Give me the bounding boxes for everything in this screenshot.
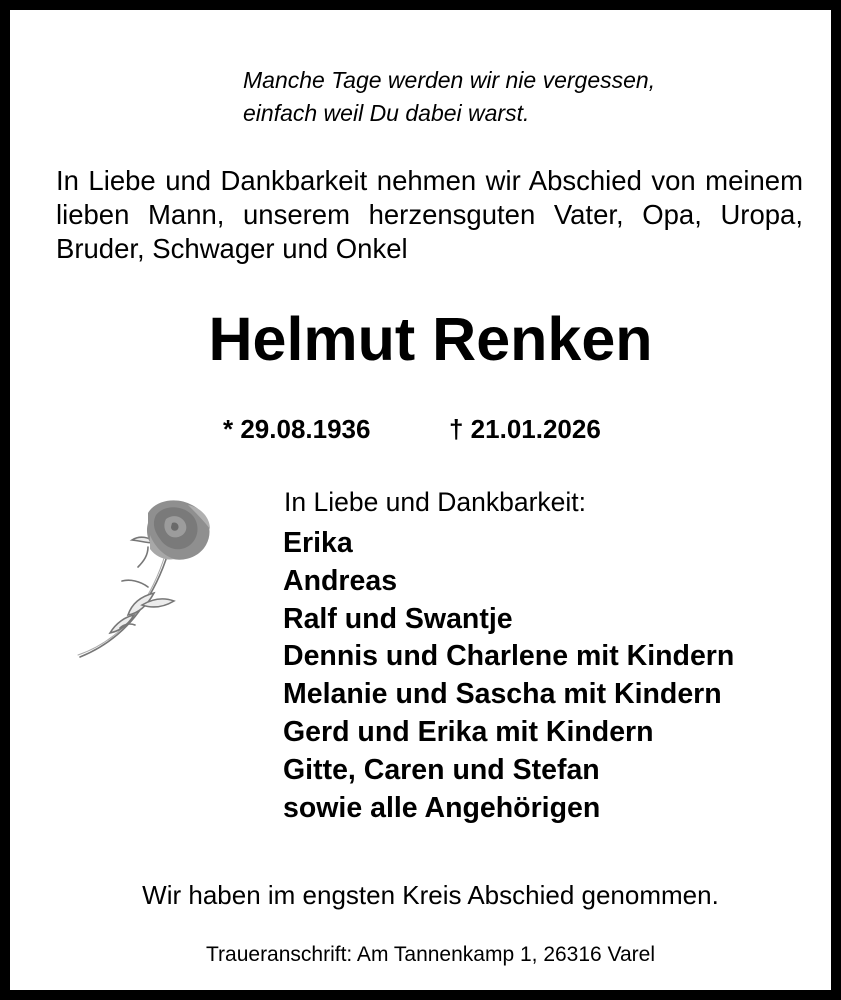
mourner-entry: Gitte, Caren und Stefan xyxy=(283,753,600,786)
mourner-entry: Andreas xyxy=(283,564,398,597)
mourner-entry: Dennis und Charlene mit Kindern xyxy=(283,640,735,673)
rose-icon xyxy=(70,495,220,665)
mourning-address: Traueranschrift: Am Tannenkamp 1, 26316 Varel xyxy=(205,943,656,966)
motto-line-1: Manche Tage werden wir nie vergessen, xyxy=(243,67,656,93)
death-date: † 21.01.2026 xyxy=(449,414,601,444)
mourner-entry: Ralf und Swantje xyxy=(283,602,513,635)
mourner-entry: Erika xyxy=(283,527,353,559)
mourners-list xyxy=(283,525,734,827)
mourner-entry: Gerd und Erika mit Kindern xyxy=(283,715,654,748)
mourner-entry: Melanie und Sascha mit Kindern xyxy=(283,678,722,711)
motto-line-2: einfach weil Du dabei warst. xyxy=(243,100,530,126)
closing-statement: Wir haben im engsten Kreis Abschied genommen. xyxy=(142,880,719,910)
deceased-name: Helmut Renken xyxy=(208,305,653,373)
motto-quote xyxy=(243,64,655,130)
intro-text: In Liebe und Dankbarkeit nehmen wir Abschied von meinem lieben Mann, unserem herzensguten Vater, Opa, Uropa, Bruder, Schwager und Onkel xyxy=(56,165,803,264)
birth-date: * 29.08.1936 xyxy=(223,414,371,444)
thanks-heading: In Liebe und Dankbarkeit: xyxy=(284,487,587,517)
mourner-entry: sowie alle Angehörigen xyxy=(283,791,601,824)
